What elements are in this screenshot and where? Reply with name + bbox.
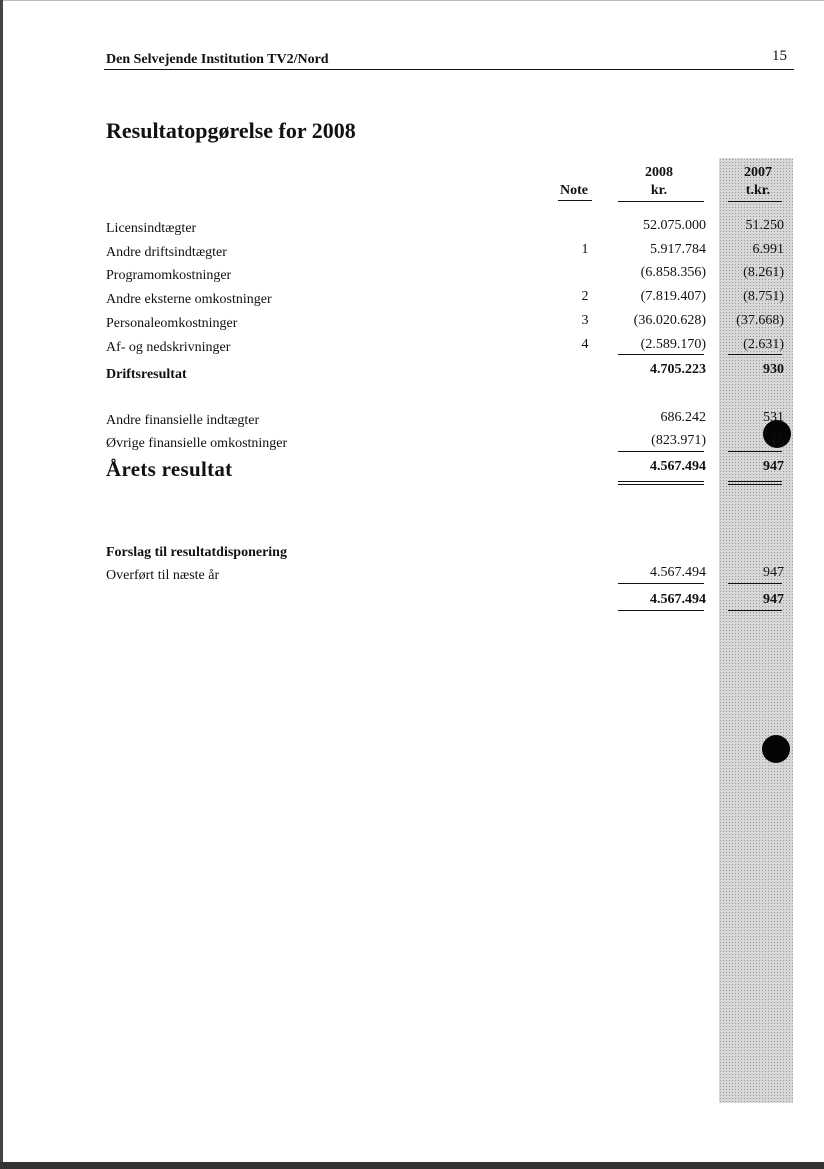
subtotal-rule-2007 <box>728 583 782 584</box>
value-2008: (823.971) <box>651 433 706 448</box>
value-2008: 5.917.784 <box>650 242 706 257</box>
header-2008-underline <box>618 201 704 202</box>
value-2007: (2.631) <box>743 337 784 352</box>
scan-left-edge <box>0 0 3 1169</box>
header-organization: Den Selvejende Institution TV2/Nord <box>106 52 329 67</box>
subtotal-rule-2008 <box>618 583 704 584</box>
row-label: Licensindtægter <box>106 221 197 236</box>
disposition-total-2007: 947 <box>763 592 784 607</box>
row-label-operating-result: Driftsresultat <box>106 367 187 382</box>
value-2007: 930 <box>763 362 784 377</box>
scan-bottom-edge <box>0 1162 824 1169</box>
value-2008: 686.242 <box>660 410 706 425</box>
value-2008: (36.020.628) <box>633 313 706 328</box>
total-rule-2007 <box>728 610 782 611</box>
page-title: Resultatopgørelse for 2008 <box>106 118 356 143</box>
total-double-rule-2007 <box>728 481 782 485</box>
value-2008: 52.075.000 <box>643 218 706 233</box>
note-ref: 4 <box>581 337 589 352</box>
row-label: Andre driftsindtægter <box>106 245 227 260</box>
row-label: Programomkostninger <box>106 268 232 283</box>
note-ref: 1 <box>581 242 589 257</box>
year-2007-header: 2007 <box>744 165 772 180</box>
value-2008: (7.819.407) <box>640 289 706 304</box>
value-2008: (2.589.170) <box>640 337 706 352</box>
value-2007: (37.668) <box>736 313 784 328</box>
row-label-net-result: Årets resultat <box>106 457 233 481</box>
unit-2008-header: kr. <box>650 183 668 198</box>
note-ref: 2 <box>581 289 589 304</box>
value-2007: 531 <box>763 410 784 425</box>
total-rule-2008 <box>618 610 704 611</box>
value-2007: 6.991 <box>752 242 784 257</box>
value-2007: (8.261) <box>743 265 784 280</box>
note-ref: 3 <box>581 313 589 328</box>
value-2008: (6.858.356) <box>640 265 706 280</box>
note-column-header: Note <box>560 183 588 198</box>
note-header-underline <box>558 200 592 201</box>
value-2007: (5 <box>772 433 784 448</box>
row-label: Personaleomkostninger <box>106 316 238 331</box>
value-2007: 947 <box>763 459 784 474</box>
value-2007: 51.250 <box>745 218 784 233</box>
punch-hole-bottom <box>762 735 790 763</box>
unit-2007-header: t.kr. <box>745 183 771 198</box>
subtotal-rule-2007 <box>728 354 782 355</box>
row-label: Overført til næste år <box>106 568 220 583</box>
header-rule <box>104 69 794 70</box>
value-2008: 4.705.223 <box>650 362 706 377</box>
scan-top-edge <box>0 0 824 1</box>
row-label: Øvrige finansielle omkostninger <box>106 436 288 451</box>
disposition-total-2008: 4.567.494 <box>650 592 706 607</box>
value-2008: 4.567.494 <box>650 565 706 580</box>
subtotal-rule-2008 <box>618 451 704 452</box>
disposition-heading: Forslag til resultatdisponering <box>106 545 287 560</box>
page-number: 15 <box>772 48 787 64</box>
row-label: Af- og nedskrivninger <box>106 340 231 355</box>
value-2007: (8.751) <box>743 289 784 304</box>
total-double-rule-2008 <box>618 481 704 485</box>
year-2008-header: 2008 <box>645 165 673 180</box>
header-2007-underline <box>728 201 782 202</box>
subtotal-rule-2007 <box>728 451 782 452</box>
subtotal-rule-2008 <box>618 354 704 355</box>
row-label: Andre eksterne omkostninger <box>106 292 272 307</box>
value-2007: 947 <box>763 565 784 580</box>
row-label: Andre finansielle indtægter <box>106 413 260 428</box>
value-2008: 4.567.494 <box>650 459 706 474</box>
